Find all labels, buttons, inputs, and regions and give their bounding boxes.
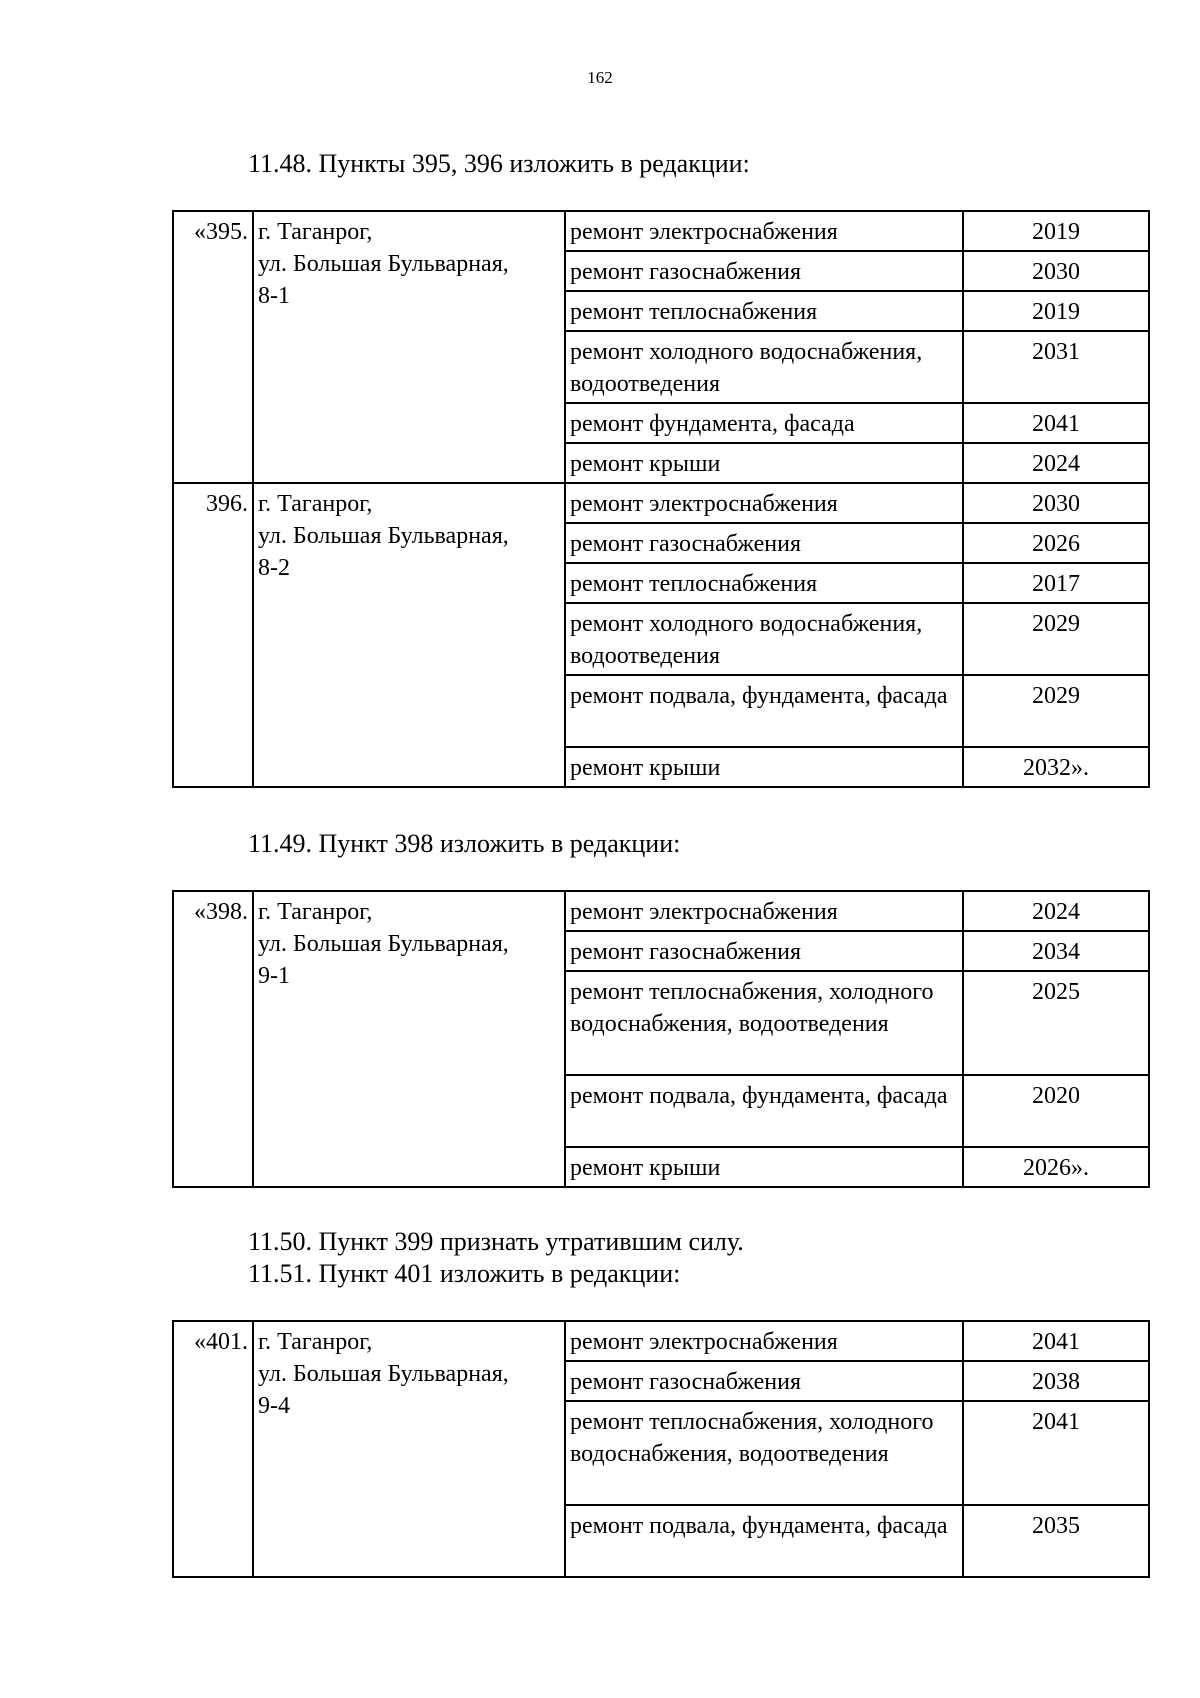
- work-year: 2026: [963, 523, 1149, 563]
- work-name: ремонт газоснабжения: [565, 931, 963, 971]
- work-name: ремонт электроснабжения: [565, 483, 963, 523]
- work-year: 2041: [963, 1321, 1149, 1361]
- address-house: 8-2: [258, 555, 290, 581]
- works-table-1: [172, 210, 1150, 788]
- address-house: 8-1: [258, 283, 290, 309]
- work-year: 2019: [963, 211, 1149, 251]
- page-number: 162: [587, 68, 613, 87]
- paragraph-11-48: 11.48. Пункты 395, 396 изложить в редакции:: [248, 149, 750, 178]
- work-year: 2032».: [963, 747, 1149, 787]
- table-row: [173, 483, 1149, 523]
- paragraph-11-50: 11.50. Пункт 399 признать утратившим силу.: [248, 1227, 744, 1256]
- work-year: 2030: [963, 251, 1149, 291]
- paragraph-11-51: 11.51. Пункт 401 изложить в редакции:: [248, 1259, 681, 1288]
- work-name: ремонт подвала, фундамента, фасада: [565, 1075, 963, 1147]
- work-name: ремонт электроснабжения: [565, 1321, 963, 1361]
- work-year: 2025: [963, 971, 1149, 1075]
- work-name: ремонт крыши: [565, 443, 963, 483]
- address-street: ул. Большая Бульварная,: [258, 1361, 509, 1387]
- work-name: ремонт холодного водоснабжения, водоотведения: [565, 603, 963, 675]
- address-street: ул. Большая Бульварная,: [258, 251, 509, 277]
- address-city: г. Таганрог,: [258, 219, 373, 245]
- address-street: ул. Большая Бульварная,: [258, 523, 509, 549]
- works-table-2: [172, 890, 1150, 1188]
- work-year: 2034: [963, 931, 1149, 971]
- work-year: 2019: [963, 291, 1149, 331]
- work-year: 2035: [963, 1505, 1149, 1577]
- entry-number: «395.: [173, 211, 253, 483]
- work-name: ремонт подвала, фундамента, фасада: [565, 675, 963, 747]
- address-house: 9-1: [258, 963, 290, 989]
- work-name: ремонт холодного водоснабжения, водоотведения: [565, 331, 963, 403]
- work-year: 2031: [963, 331, 1149, 403]
- address-city: г. Таганрог,: [258, 899, 373, 925]
- table-row: [173, 891, 1149, 931]
- entry-number: «398.: [173, 891, 253, 1187]
- work-year: 2026».: [963, 1147, 1149, 1187]
- work-name: ремонт газоснабжения: [565, 251, 963, 291]
- work-year: 2041: [963, 403, 1149, 443]
- work-name: ремонт крыши: [565, 1147, 963, 1187]
- works-table-3: [172, 1320, 1150, 1578]
- paragraph-11-49: 11.49. Пункт 398 изложить в редакции:: [248, 829, 681, 858]
- address-house: 9-4: [258, 1393, 290, 1419]
- work-year: 2038: [963, 1361, 1149, 1401]
- work-name: ремонт теплоснабжения, холодного водоснабжения, водоотведения: [565, 971, 963, 1075]
- work-year: 2017: [963, 563, 1149, 603]
- work-year: 2030: [963, 483, 1149, 523]
- work-name: ремонт газоснабжения: [565, 1361, 963, 1401]
- work-year: 2029: [963, 675, 1149, 747]
- address-street: ул. Большая Бульварная,: [258, 931, 509, 957]
- entry-address: [253, 483, 565, 787]
- table-row: [173, 211, 1149, 251]
- entry-address: [253, 891, 565, 1187]
- work-name: ремонт крыши: [565, 747, 963, 787]
- work-name: ремонт фундамента, фасада: [565, 403, 963, 443]
- work-name: ремонт подвала, фундамента, фасада: [565, 1505, 963, 1577]
- address-city: г. Таганрог,: [258, 491, 373, 517]
- work-year: 2024: [963, 443, 1149, 483]
- work-year: 2020: [963, 1075, 1149, 1147]
- table-row: [173, 1321, 1149, 1361]
- work-name: ремонт электроснабжения: [565, 891, 963, 931]
- work-year: 2024: [963, 891, 1149, 931]
- address-city: г. Таганрог,: [258, 1329, 373, 1355]
- work-year: 2029: [963, 603, 1149, 675]
- entry-address: [253, 211, 565, 483]
- work-name: ремонт теплоснабжения: [565, 563, 963, 603]
- entry-address: [253, 1321, 565, 1577]
- work-name: ремонт газоснабжения: [565, 523, 963, 563]
- work-name: ремонт теплоснабжения: [565, 291, 963, 331]
- entry-number: 396.: [173, 483, 253, 787]
- work-year: 2041: [963, 1401, 1149, 1505]
- work-name: ремонт теплоснабжения, холодного водоснабжения, водоотведения: [565, 1401, 963, 1505]
- entry-number: «401.: [173, 1321, 253, 1577]
- work-name: ремонт электроснабжения: [565, 211, 963, 251]
